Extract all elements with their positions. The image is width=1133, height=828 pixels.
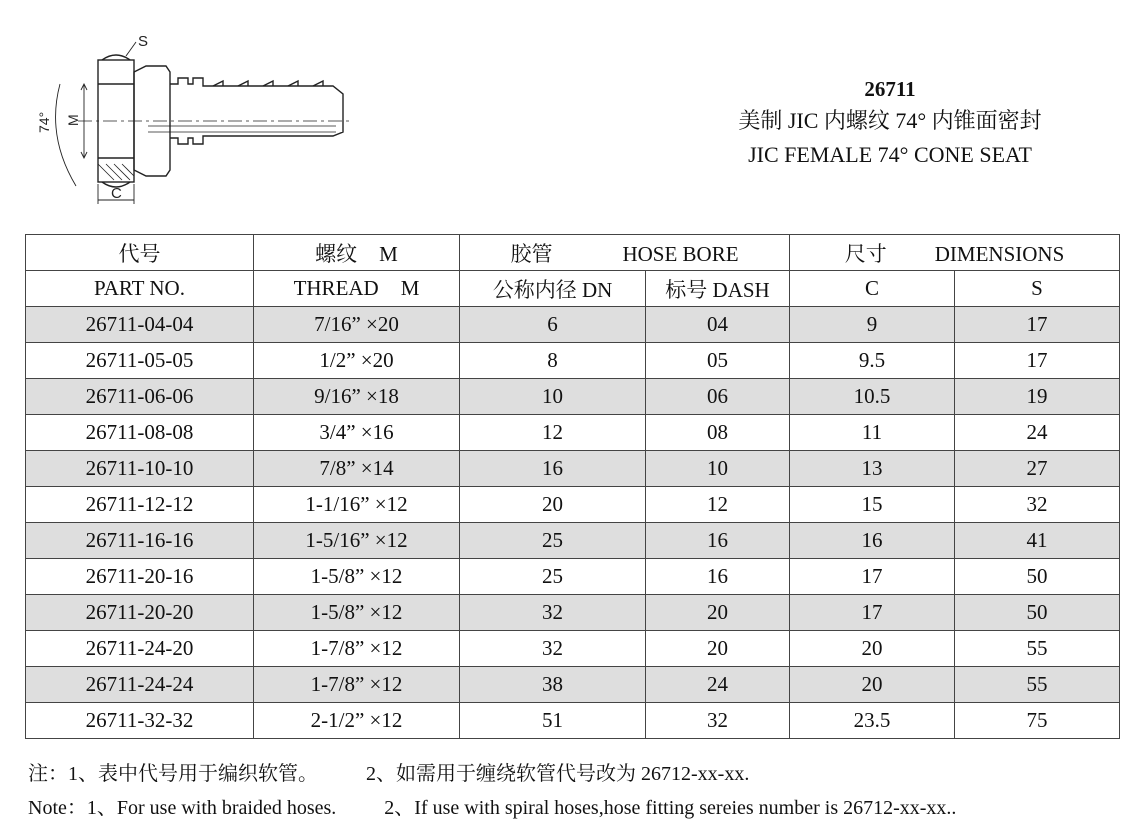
table-row	[26, 379, 1120, 415]
title-block	[650, 74, 1130, 172]
c-dimension-label: C	[111, 185, 122, 202]
table-row	[26, 631, 1120, 667]
cell-thread: 1/2” ×20	[254, 343, 460, 379]
cell-part: 26711-04-04	[26, 307, 254, 343]
table-row	[26, 415, 1120, 451]
cell-part: 26711-16-16	[26, 523, 254, 559]
cell-dn: 32	[460, 631, 646, 667]
cell-dash: 20	[646, 631, 790, 667]
header-part-cn: 代号	[26, 235, 254, 271]
cell-thread: 1-5/8” ×12	[254, 559, 460, 595]
cell-dash: 20	[646, 595, 790, 631]
cell-thread: 1-7/8” ×12	[254, 631, 460, 667]
header-thread-cn	[254, 235, 460, 271]
table-row	[26, 523, 1120, 559]
header-s: S	[955, 271, 1120, 307]
cell-dash: 04	[646, 307, 790, 343]
cell-s: 41	[955, 523, 1120, 559]
cell-s: 75	[955, 703, 1120, 739]
cell-s: 27	[955, 451, 1120, 487]
cell-s: 55	[955, 667, 1120, 703]
cell-dash: 05	[646, 343, 790, 379]
cell-c: 16	[790, 523, 955, 559]
cell-thread: 1-5/16” ×12	[254, 523, 460, 559]
thread-cn-label: 螺纹	[315, 241, 358, 266]
cell-dash: 08	[646, 415, 790, 451]
cell-dash: 16	[646, 559, 790, 595]
cell-dn: 10	[460, 379, 646, 415]
thread-en-label: THREAD	[293, 276, 379, 300]
header-dash: 标号 DASH	[646, 271, 790, 307]
cell-part: 26711-05-05	[26, 343, 254, 379]
cell-c: 17	[790, 559, 955, 595]
cell-part: 26711-06-06	[26, 379, 254, 415]
dim-cn-label: 尺寸	[844, 241, 887, 266]
cell-dn: 16	[460, 451, 646, 487]
cell-c: 9.5	[790, 343, 955, 379]
cell-thread: 7/8” ×14	[254, 451, 460, 487]
cell-c: 13	[790, 451, 955, 487]
cell-dash: 16	[646, 523, 790, 559]
cell-s: 50	[955, 559, 1120, 595]
spec-table	[25, 234, 1120, 739]
dim-en-label: DIMENSIONS	[934, 241, 1065, 266]
cell-s: 32	[955, 487, 1120, 523]
cell-dash: 06	[646, 379, 790, 415]
angle-dimension-label: 74°	[36, 111, 52, 133]
thread-m-label: M	[379, 241, 398, 266]
note-en-1: Note：1、For use with braided hoses.	[28, 797, 337, 819]
cell-c: 20	[790, 667, 955, 703]
table-row	[26, 487, 1120, 523]
cell-part: 26711-24-24	[26, 667, 254, 703]
cell-s: 19	[955, 379, 1120, 415]
hose-cn-label: 胶管	[510, 241, 553, 266]
table-row	[26, 307, 1120, 343]
cell-c: 17	[790, 595, 955, 631]
cell-part: 26711-20-20	[26, 595, 254, 631]
note-chinese	[28, 757, 749, 786]
thread-en-m-label: M	[400, 276, 420, 300]
cell-dn: 20	[460, 487, 646, 523]
cell-dash: 12	[646, 487, 790, 523]
cell-dn: 6	[460, 307, 646, 343]
table-row	[26, 667, 1120, 703]
note-cn-2: 2、如需用于缠绕软管代号改为 26712-xx-xx.	[366, 763, 750, 785]
cell-c: 10.5	[790, 379, 955, 415]
table-row	[26, 703, 1120, 739]
cell-s: 24	[955, 415, 1120, 451]
cell-dash: 24	[646, 667, 790, 703]
table-row	[26, 595, 1120, 631]
cell-dn: 38	[460, 667, 646, 703]
cell-part: 26711-24-20	[26, 631, 254, 667]
s-dimension-label: S	[138, 33, 149, 50]
m-dimension-label: M	[65, 114, 81, 126]
cell-c: 9	[790, 307, 955, 343]
title-english: JIC FEMALE 74° CONE SEAT	[748, 142, 1032, 167]
header-dn: 公称内径 DN	[460, 271, 646, 307]
cell-dn: 8	[460, 343, 646, 379]
cell-part: 26711-08-08	[26, 415, 254, 451]
cell-thread: 1-7/8” ×12	[254, 667, 460, 703]
cell-thread: 9/16” ×18	[254, 379, 460, 415]
cell-s: 50	[955, 595, 1120, 631]
note-cn-1: 注：1、表中代号用于编织软管。	[28, 763, 318, 785]
cell-dn: 32	[460, 595, 646, 631]
hose-en-label: HOSE BORE	[622, 241, 739, 266]
cell-dn: 25	[460, 523, 646, 559]
header-row-2	[26, 271, 1120, 307]
cell-dash: 32	[646, 703, 790, 739]
cell-s: 17	[955, 307, 1120, 343]
part-series-code: 26711	[864, 77, 916, 101]
cell-c: 23.5	[790, 703, 955, 739]
cell-part: 26711-12-12	[26, 487, 254, 523]
cell-thread: 1-1/16” ×12	[254, 487, 460, 523]
cell-thread: 1-5/8” ×12	[254, 595, 460, 631]
note-english	[28, 791, 956, 820]
note-en-2: 2、If use with spiral hoses,hose fitting sereies number is 26712-xx-xx..	[384, 797, 957, 819]
header-c: C	[790, 271, 955, 307]
table-row	[26, 343, 1120, 379]
cell-dash: 10	[646, 451, 790, 487]
header-row-1	[26, 235, 1120, 271]
header-part-no: PART NO.	[26, 271, 254, 307]
cell-part: 26711-10-10	[26, 451, 254, 487]
cell-s: 55	[955, 631, 1120, 667]
table-row	[26, 559, 1120, 595]
cell-thread: 7/16” ×20	[254, 307, 460, 343]
cell-thread: 2-1/2” ×12	[254, 703, 460, 739]
title-chinese: 美制 JIC 内螺纹 74° 内锥面密封	[738, 108, 1042, 133]
cell-dn: 51	[460, 703, 646, 739]
header-thread-en	[254, 271, 460, 307]
cell-c: 15	[790, 487, 955, 523]
cell-part: 26711-32-32	[26, 703, 254, 739]
cell-part: 26711-20-16	[26, 559, 254, 595]
header-hose-bore	[460, 235, 790, 271]
spec-table-body	[26, 307, 1120, 739]
cell-thread: 3/4” ×16	[254, 415, 460, 451]
table-row	[26, 451, 1120, 487]
header-dimensions	[790, 235, 1120, 271]
cell-s: 17	[955, 343, 1120, 379]
cell-c: 20	[790, 631, 955, 667]
cell-dn: 12	[460, 415, 646, 451]
fitting-drawing	[18, 26, 368, 216]
cell-c: 11	[790, 415, 955, 451]
cell-dn: 25	[460, 559, 646, 595]
